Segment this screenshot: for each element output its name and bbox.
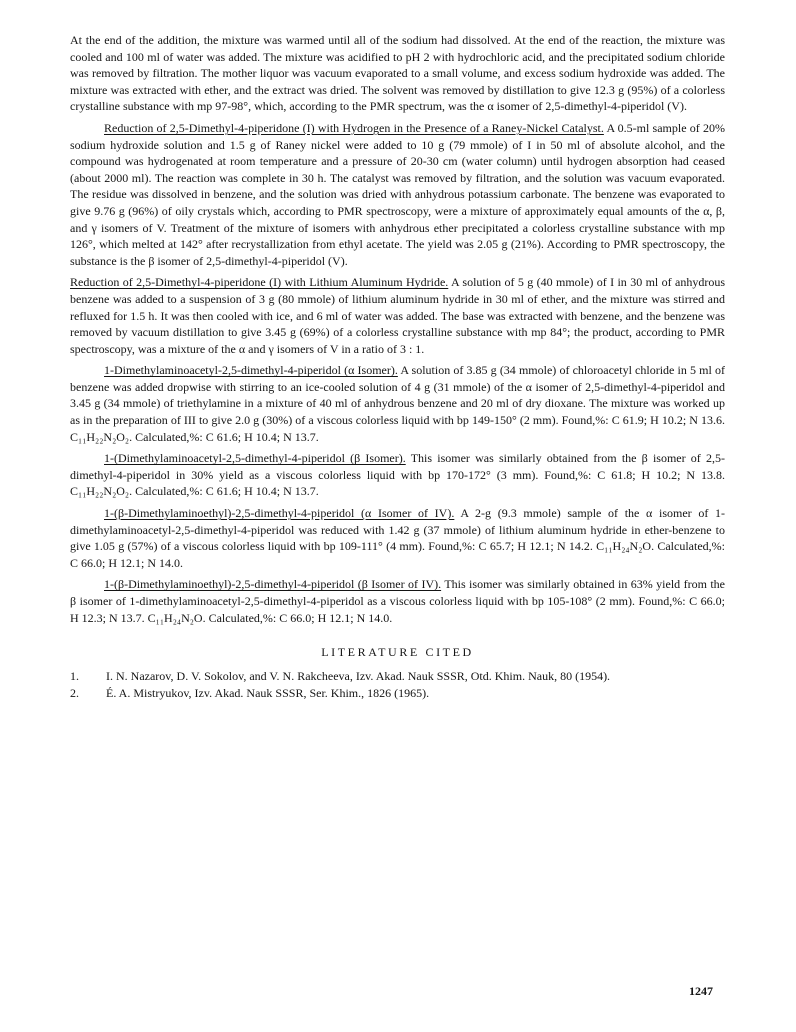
paragraph-text: This isomer was similarly obtained from the β isomer of 2,5-dimethyl-4-piperidol in 30% yield as a viscous colorless liquid with bp 170-172° (3 mm). Found,%: C 61.8; H 10.2; N 13.8. C₁₁H₂₂N₂O₂. Calculated,%: C 61.6; H 10.4; N 13.7. [70,451,725,499]
paragraph-heading: 1-(Dimethylaminoacetyl-2,5-dimethyl-4-piperidol (β Isomer). [104,451,406,466]
literature-heading: LITERATURE CITED [321,645,474,660]
reference-text: I. N. Nazarov, D. V. Sokolov, and V. N. Rakcheeva, Izv. Akad. Nauk SSSR, Otd. Khim. Nauk, 80 (1954). [106,669,611,684]
reference-list [70,668,725,702]
reference-item [70,685,725,702]
paragraph [70,362,725,445]
paragraph [70,505,725,571]
paragraph-heading: Reduction of 2,5-Dimethyl-4-piperidone (I) with Lithium Aluminum Hydride. [70,275,449,290]
paragraph-text: A 0.5-ml sample of 20% sodium hydroxide solution and 1.5 g of Raney nickel were added to 10 g (79 mmole) of I in 50 ml of absolute alcohol, and the compound was hydrogenated at room temperature and a pressure of 20-30 cm (water column) until hydrogen absorption had ceased (about 2000 ml). The reaction was complete in 30 h. The catalyst was removed by filtration, and the solution was vacuum evaporated. The residue was dissolved in benzene, and the solution was dried with anhydrous potassium carbonate. The benzene was evaporated to give 9.76 g (96%) of oily crystals which, according to PMR spectroscopy, were a mixture of approximately equal amounts of the α, β, and γ isomers of V. Treatment of the mixture of isomers with anhydrous ether precipitated a colorless crystalline substance with mp 126°, which melted at 142° after recrystallization from ethyl acetate. The yield was 2.05 g (21%). According to PMR spectroscopy, the substance is the β isomer of 2,5-dimethyl-4-piperidol (V). [70,120,725,268]
paragraph-text: A 2-g (9.3 mmole) sample of the α isomer of 1-dimethylaminoacetyl-2,5-dimethyl-4-piperidol was reduced with 1.42 g (37 mmole) of lithium aluminum hydride in ether-benzene to give 1.05 g (57%) of a viscous colorless liquid with bp 109-111° (4 mm). Found,%: C 65.7; H 12.1; N 14.2. C₁₁H₂₄N₂O. Calculated,%: C 66.0; H 12.1; N 14.0. [70,506,726,570]
paragraph [70,120,725,269]
reference-number: 2. [70,686,79,701]
paragraph-text: This isomer was similarly obtained in 63% yield from the β isomer of 1-dimethylaminoacetyl-2,5-dimethyl-4-piperidol as a viscous colorless liquid with bp 105-108° (2 mm). Found,%: C 66.0; H 12.3; N 13.7. C₁₁H₂₄N₂O. Calculated,%: C 66.0; H 12.1; N 14.0. [70,577,725,625]
paragraph-heading: 1-(β-Dimethylaminoethyl)-2,5-dimethyl-4-piperidol (β Isomer of IV). [104,577,442,592]
paragraph-heading: 1-(β-Dimethylaminoethyl)-2,5-dimethyl-4-piperidol (α Isomer of IV). [104,506,455,521]
paragraph-heading: Reduction of 2,5-Dimethyl-4-piperidone (I) with Hydrogen in the Presence of a Raney-Nickel Catalyst. [104,120,604,135]
page-body [70,32,725,702]
paragraph [70,274,725,357]
reference-text: É. A. Mistryukov, Izv. Akad. Nauk SSSR, Ser. Khim., 1826 (1965). [106,686,430,701]
page-number: 1247 [689,984,713,998]
paragraph-heading: 1-Dimethylaminoacetyl-2,5-dimethyl-4-piperidol (α Isomer). [104,363,398,378]
reference-number: 1. [70,669,79,684]
paragraph [70,32,725,115]
paragraph [70,450,725,500]
paragraph-text: At the end of the addition, the mixture was warmed until all of the sodium had dissolved. At the end of the reaction, the mixture was cooled and 100 ml of water was added. The mixture was acidified to pH 2 with hydrochloric acid, and the precipitated sodium chloride was removed by filtration. The mother liquor was vacuum evaporated to a small volume, and excess sodium hydroxide was added. The mixture was extracted with ether, and the extract was dried. The solvent was removed by distillation to give 12.3 g (95%) of a colorless crystalline substance with mp 97-98°, which, according to the PMR spectrum, was the α isomer of 2,5-dimethyl-4-piperidol (V). [70,33,725,114]
experimental-section [70,32,725,626]
paragraph [70,576,725,626]
paragraph-text: A solution of 5 g (40 mmole) of I in 30 ml of anhydrous benzene was added to a suspension of 3 g (80 mmole) of lithium aluminum hydride in 30 ml of ether, and the mixture was stirred and refluxed for 1.5 h. It was then cooled with ice, and 6 ml of water was added. The base was extracted with benzene, and the benzene was removed by vacuum distillation to give 3.45 g (69%) of a colorless crystalline substance with mp 84°; the product, according to PMR spectroscopy, was a mixture of the α and γ isomers of V in a ratio of 3 : 1. [70,275,725,356]
paragraph-text: A solution of 3.85 g (34 mmole) of chloroacetyl chloride in 5 ml of benzene was added dropwise with stirring to an ice-cooled solution of 4 g (31 mmole) of the α isomer of 2,5-dimethyl-4-piperidol and 3.45 g (34 mmole) of triethylamine in a mixture of 40 ml of anhydrous benzene and 20 ml of dry dioxane. The mixture was worked up as in the preparation of III to give 2.0 g (30%) of a viscous colorless liquid with bp 149-150° (2 mm). Found,%: C 61.9; H 10.2; N 13.6. C₁₁H₂₂N₂O₂. Calculated,%: C 61.6; H 10.4; N 13.7. [70,363,725,444]
reference-item [70,668,725,685]
